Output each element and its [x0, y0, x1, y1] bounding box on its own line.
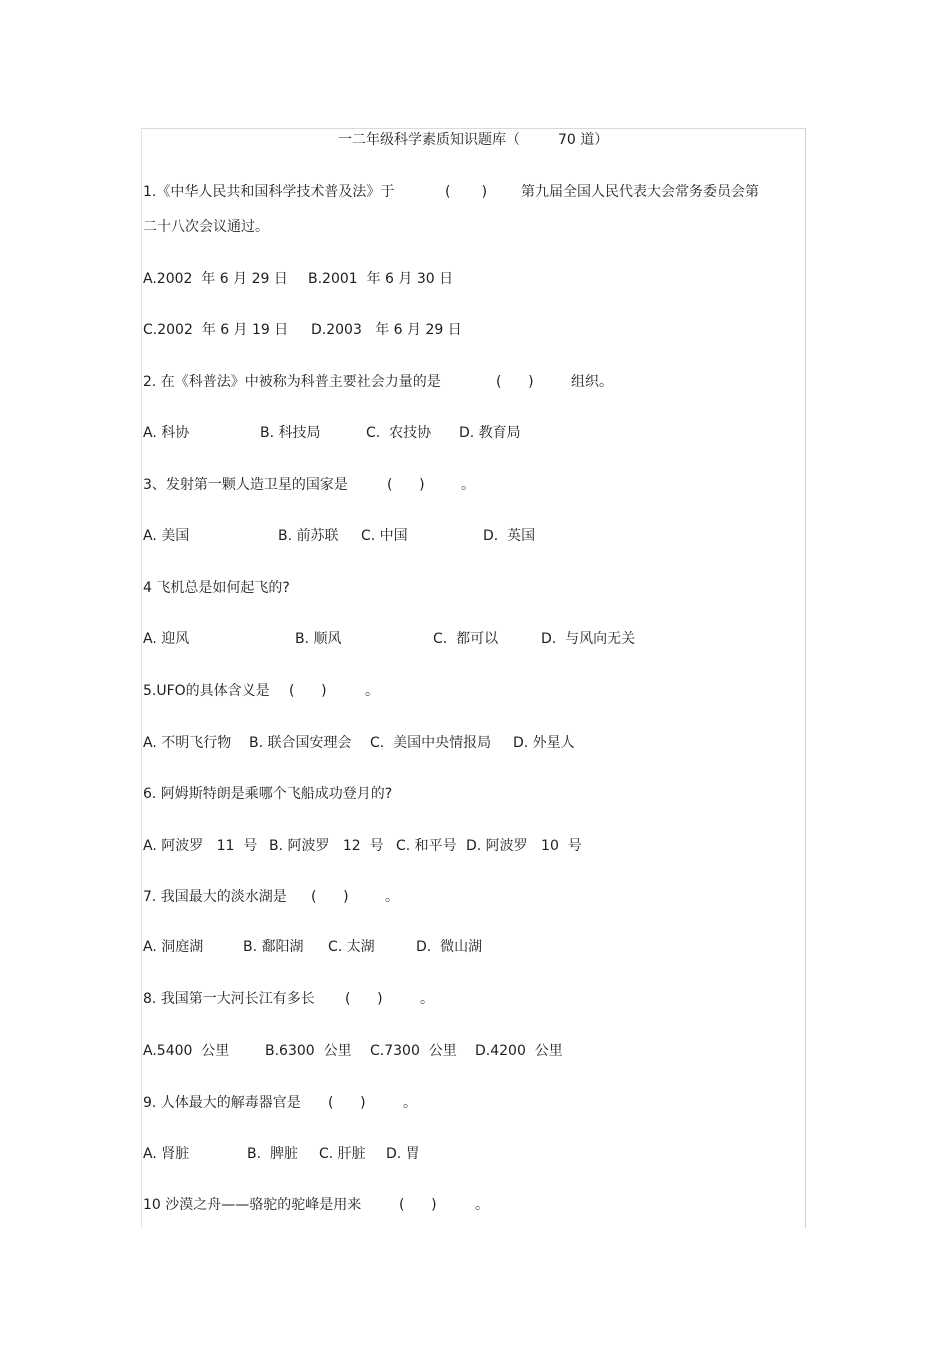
question-2-tail: 组织。 — [571, 374, 613, 390]
question-3-option-c: C. 中国 — [361, 528, 408, 544]
question-6-option-c: C. 和平号 — [396, 838, 457, 854]
question-7-text: 7. 我国最大的淡水湖是 — [143, 889, 287, 905]
question-7-option-d: D. 微山湖 — [416, 939, 483, 955]
question-1-blank: ( ) — [445, 184, 488, 200]
question-2-text: 2. 在《科普法》中被称为科普主要社会力量的是 — [143, 374, 441, 390]
question-9-tail: 。 — [403, 1095, 417, 1111]
question-8-option-b: B.6300 公里 — [265, 1043, 352, 1059]
question-8-option-d: D.4200 公里 — [475, 1043, 563, 1059]
question-10-tail: 。 — [475, 1197, 489, 1213]
question-8-blank: ( ) — [345, 991, 383, 1007]
question-1-option-c: C.2002 年 6 月 19 日 — [143, 322, 289, 338]
question-1-option-b: B.2001 年 6 月 30 日 — [308, 271, 454, 287]
question-9-option-c: C. 肝脏 — [319, 1146, 366, 1162]
question-3-option-d: D. 英国 — [483, 528, 536, 544]
question-2-option-c: C. 农技协 — [366, 425, 432, 441]
question-9-option-b: B. 脾脏 — [247, 1146, 298, 1162]
question-9-option-a: A. 肾脏 — [143, 1146, 190, 1162]
question-1-text: 1.《中华人民共和国科学技术普及法》于 — [143, 184, 395, 200]
question-7-option-a: A. 洞庭湖 — [143, 939, 204, 955]
title-count: 70 道） — [558, 132, 609, 148]
question-3-option-a: A. 美国 — [143, 528, 190, 544]
question-8-option-c: C.7300 公里 — [370, 1043, 457, 1059]
page-frame — [141, 128, 806, 1228]
question-8-text: 8. 我国第一大河长江有多长 — [143, 991, 315, 1007]
question-3-option-b: B. 前苏联 — [278, 528, 339, 544]
question-5-blank: ( ) — [289, 683, 327, 699]
page-title — [338, 131, 609, 185]
question-1-option-a: A.2002 年 6 月 29 日 — [143, 271, 288, 287]
question-2-option-d: D. 教育局 — [459, 425, 521, 441]
question-2-option-b: B. 科技局 — [260, 425, 321, 441]
question-5-text: 5.UFO的具体含义是 — [143, 683, 270, 699]
question-1-options-row-2 — [143, 321, 462, 375]
question-6-text: 6. 阿姆斯特朗是乘哪个飞船成功登月的? — [143, 786, 393, 802]
question-10 — [143, 1196, 489, 1268]
question-9-text: 9. 人体最大的解毒器官是 — [143, 1095, 301, 1111]
question-5-option-d: D. 外星人 — [513, 735, 575, 751]
question-1-tail: 第九届全国人民代表大会常务委员会第 — [521, 184, 759, 200]
question-1-option-d: D.2003 年 6 月 29 日 — [311, 322, 462, 338]
question-1-options-row-1 — [143, 270, 454, 324]
question-4-option-d: D. 与风向无关 — [541, 631, 636, 647]
question-5-option-c: C. 美国中央情报局 — [370, 735, 492, 751]
question-2-option-a: A. 科协 — [143, 425, 190, 441]
question-6-option-b: B. 阿波罗 12 号 — [269, 838, 384, 854]
question-5-tail: 。 — [365, 683, 379, 699]
question-7-tail: 。 — [385, 889, 399, 905]
question-3-text: 3、发射第一颗人造卫星的国家是 — [143, 477, 348, 493]
question-9-option-d: D. 胃 — [386, 1146, 420, 1162]
question-10-blank: ( ) — [399, 1197, 437, 1213]
question-4-text: 4 飞机总是如何起飞的? — [143, 580, 290, 596]
question-5-option-a: A. 不明飞行物 — [143, 735, 232, 751]
question-3-blank: ( ) — [387, 477, 425, 493]
question-6-option-a: A. 阿波罗 11 号 — [143, 838, 258, 854]
question-10-text: 10 沙漠之舟——骆驼的驼峰是用来 — [143, 1197, 362, 1213]
question-3-tail: 。 — [461, 477, 475, 493]
question-2-blank: ( ) — [496, 374, 534, 390]
question-4-option-a: A. 迎风 — [143, 631, 190, 647]
title-main: 一二年级科学素质知识题库（ — [338, 132, 520, 148]
question-7-option-b: B. 鄱阳湖 — [243, 939, 304, 955]
question-4-option-b: B. 顺风 — [295, 631, 342, 647]
question-6-option-d: D. 阿波罗 10 号 — [466, 838, 582, 854]
question-7-blank: ( ) — [311, 889, 349, 905]
question-7-option-c: C. 太湖 — [328, 939, 375, 955]
question-4-option-c: C. 都可以 — [433, 631, 499, 647]
question-9-blank: ( ) — [328, 1095, 366, 1111]
question-1-continuation: 二十八次会议通过。 — [143, 219, 269, 235]
question-8-option-a: A.5400 公里 — [143, 1043, 230, 1059]
question-8-tail: 。 — [420, 991, 434, 1007]
question-5-option-b: B. 联合国安理会 — [249, 735, 352, 751]
